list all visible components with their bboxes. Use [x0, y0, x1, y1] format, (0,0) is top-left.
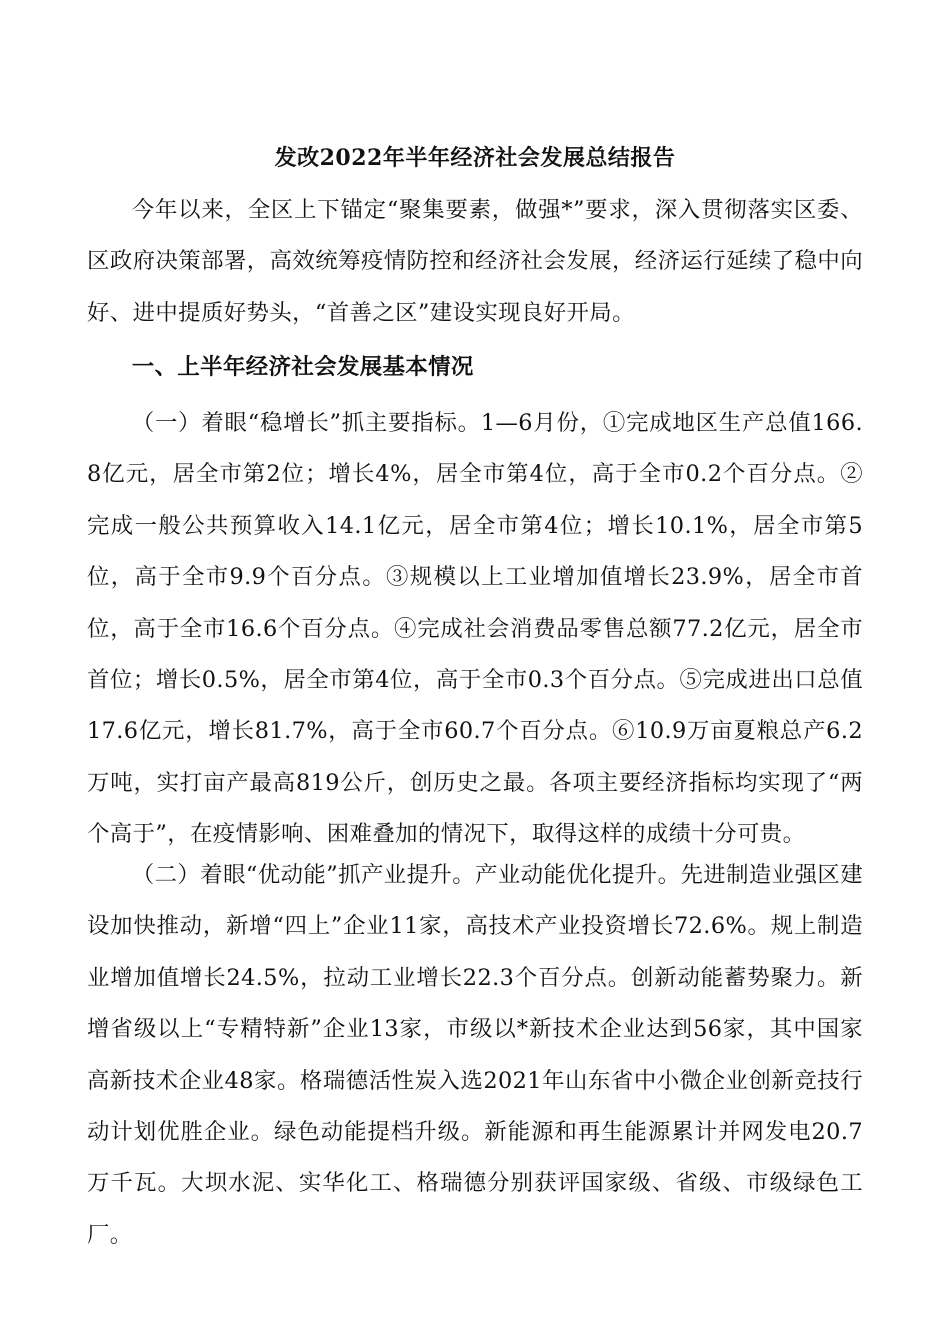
document-title: 发改2022年半年经济社会发展总结报告	[274, 145, 676, 171]
section-1-heading: 一、上半年经济社会发展基本情况	[131, 354, 474, 380]
intro-paragraph: 今年以来，全区上下锚定“聚集要素，做强*”要求，深入贯彻落实区委、区政府决策部署，高效统筹疫情防控和经济社会发展，经济运行延续了稳中向好、进中提质好势头，“首善之区”建设实现良好开局。	[87, 197, 863, 326]
paragraph-stable-growth: （一）着眼“稳增长”抓主要指标。1—6月份，①完成地区生产总值166.8亿元，居全市第2位；增长4%，居全市第4位，高于全市0.2个百分点。②完成一般公共预算收入14.1亿元，居全市第4位；增长10.1%，居全市第5位，高于全市9.9个百分点。③规模以上工业增加值增长23.9%，居全市首位，高于全市16.6个百分点。④完成社会消费品零售总额77.2亿元，居全市首位；增长0.5%，居全市第4位，高于全市0.3个百分点。⑤完成进出口总值17.6亿元，增长81.7%，高于全市60.7个百分点。⑥10.9万亩夏粮总产6.2万吨，实打亩产最高819公斤，创历史之最。各项主要经济指标均实现了“两个高于”，在疫情影响、困难叠加的情况下，取得这样的成绩十分可贵。	[87, 410, 863, 848]
paragraph-industry-upgrade: （二）着眼“优动能”抓产业提升。产业动能优化提升。先进制造业强区建设加快推动，新增“四上”企业11家，高技术产业投资增长72.6%。规上制造业增加值增长24.5%，拉动工业增长22.3个百分点。创新动能蓄势聚力。新增省级以上“专精特新”企业13家，市级以*新技术企业达到56家，其中国家高新技术企业48家。格瑞德活性炭入选2021年山东省中小微企业创新竞技行动计划优胜企业。绿色动能提档升级。新能源和再生能源累计并网发电20.7万千瓦。大坝水泥、实华化工、格瑞德分别获评国家级、省级、市级绿色工厂。	[87, 862, 863, 1248]
